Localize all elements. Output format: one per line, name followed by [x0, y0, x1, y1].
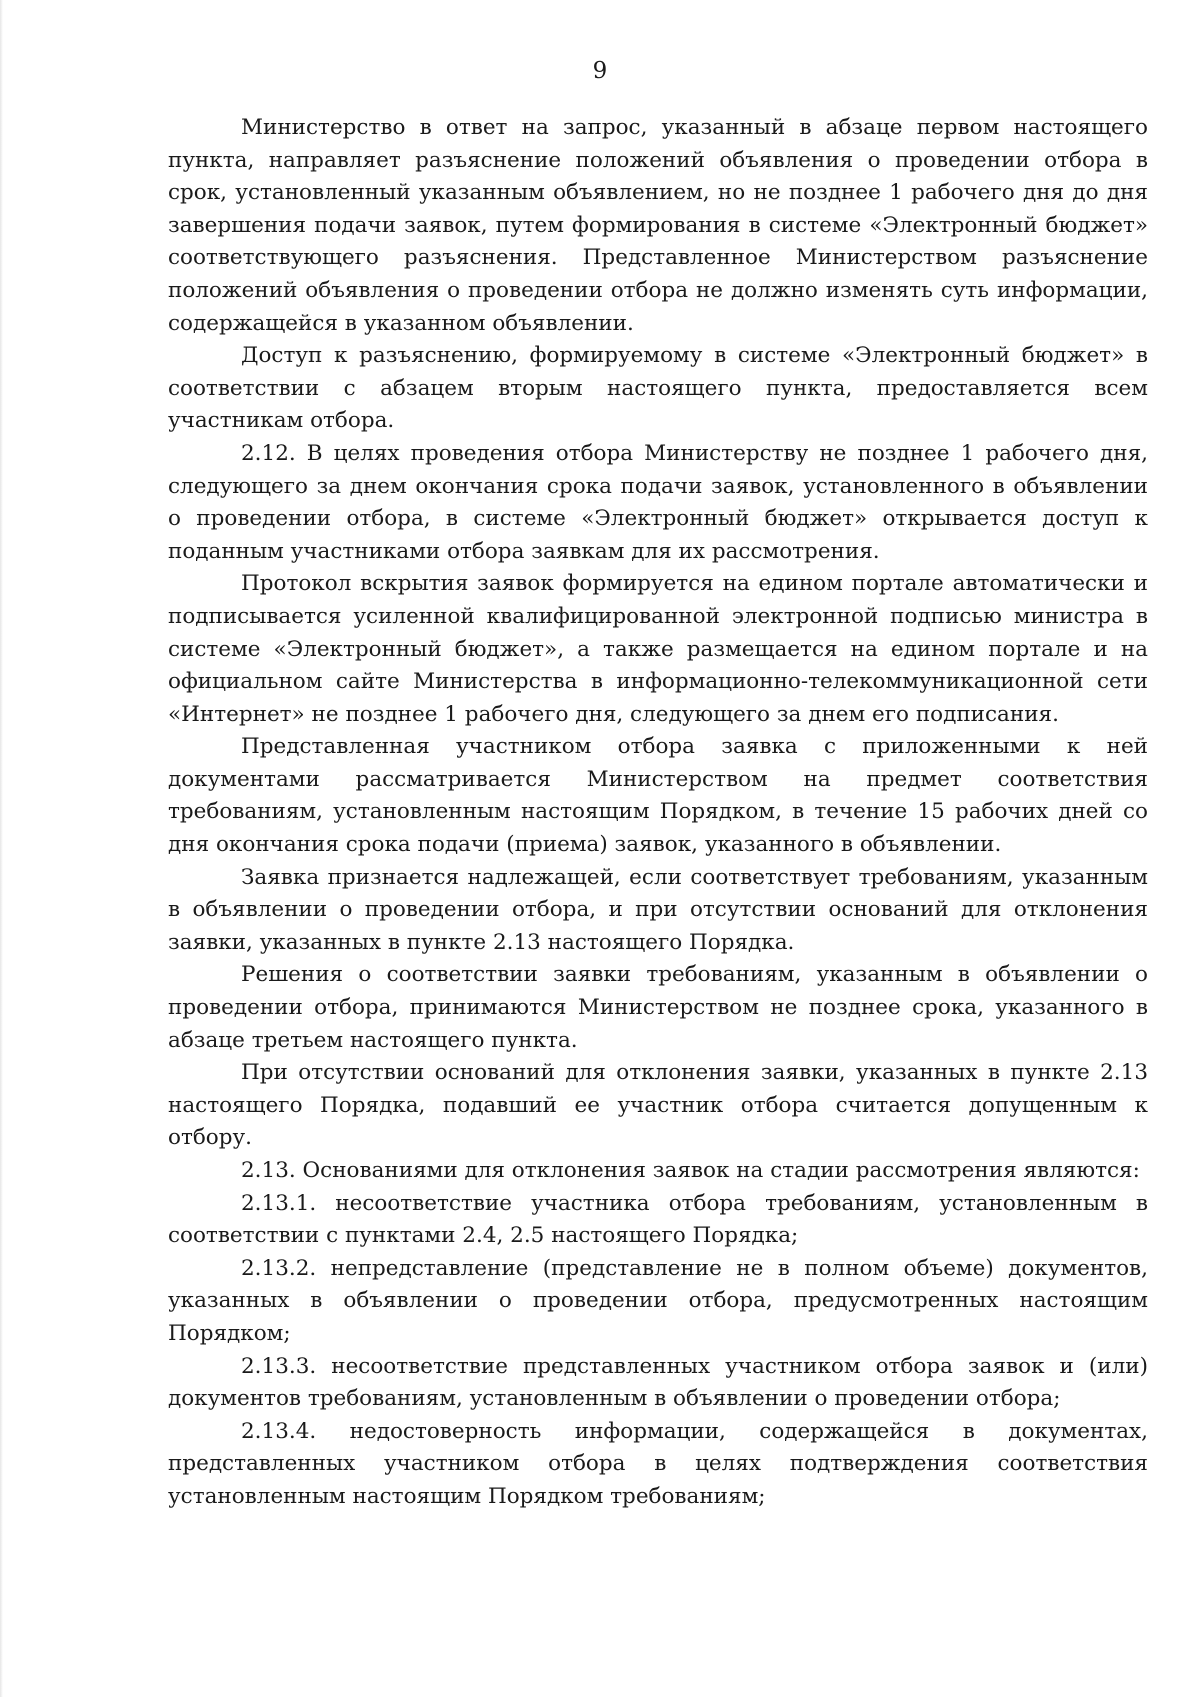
paragraph-2-13-1: 2.13.1. несоответствие участника отбора требованиям, установленным в соответствии с пунктами 2.4, 2.5 настоящего Порядка;: [168, 1190, 1148, 1249]
paragraph-2-13-3: 2.13.3. несоответствие представленных участником отбора заявок и (или) документов требованиям, установленным в объявлении о проведении отбора;: [168, 1353, 1148, 1412]
paragraph-proper-application: Заявка признается надлежащей, если соответствует требованиям, указанным в объявлении о проведении отбора, и при отсутствии оснований для отклонения заявки, указанных в пункте 2.13 настоящего Порядка.: [168, 864, 1148, 955]
paragraph-application-review: Представленная участником отбора заявка с приложенными к ней документами рассматривается Министерством на предмет соответствия требованиям, установленным настоящим Порядком, в течение 15 рабочих дней со дня окончания срока подачи (приема) заявок, указанного в объявлении.: [168, 734, 1148, 858]
paragraph-2-13: 2.13. Основаниями для отклонения заявок на стадии рассмотрения являются:: [241, 1158, 1140, 1183]
document-body: [168, 112, 1148, 1514]
paragraph-admission: При отсутствии оснований для отклонения заявки, указанных в пункте 2.13 настоящего Порядка, подавший ее участник отбора считается допущенным к отбору.: [168, 1060, 1148, 1151]
page-number: 9: [592, 58, 608, 84]
paragraph-opening-protocol: Протокол вскрытия заявок формируется на едином портале автоматически и подписывается усиленной квалифицированной электронной подписью министра в системе «Электронный бюджет», а также размещается на едином портале и на официальном сайте Министерства в информационно-телекоммуникационной сети «Интернет» не позднее 1 рабочего дня, следующего за днем его подписания.: [168, 571, 1148, 727]
paragraph-access-clarification: Доступ к разъяснению, формируемому в системе «Электронный бюджет» в соответствии с абзацем вторым настоящего пункта, предоставляется всем участникам отбора.: [168, 343, 1148, 434]
paragraph-ministry-reply: Министерство в ответ на запрос, указанный в абзаце первом настоящего пункта, направляет разъяснение положений объявления о проведении отбора в срок, установленный указанным объявлением, но не позднее 1 рабочего дня до дня завершения подачи заявок, путем формирования в системе «Электронный бюджет» соответствующего разъяснения. Представленное Министерством разъяснение положений объявления о проведении отбора не должно изменять суть информации, содержащейся в указанном объявлении.: [168, 115, 1148, 336]
paragraph-compliance-decision: Решения о соответствии заявки требованиям, указанным в объявлении о проведении отбора, принимаются Министерством не позднее срока, указанного в абзаце третьем настоящего пункта.: [168, 962, 1148, 1053]
paragraph-2-12: 2.12. В целях проведения отбора Министерству не позднее 1 рабочего дня, следующего за днем окончания срока подачи заявок, установленного в объявлении о проведении отбора, в системе «Электронный бюджет» открывается доступ к поданным участниками отбора заявкам для их рассмотрения.: [168, 440, 1148, 564]
scan-edge-shadow: [0, 0, 3, 1697]
paragraph-2-13-4: 2.13.4. недостоверность информации, содержащейся в документах, представленных участником отбора в целях подтверждения соответствия установленным настоящим Порядком требованиям;: [168, 1418, 1148, 1509]
paragraph-2-13-2: 2.13.2. непредставление (представление не в полном объеме) документов, указанных в объявлении о проведении отбора, предусмотренных настоящим Порядком;: [168, 1255, 1148, 1346]
